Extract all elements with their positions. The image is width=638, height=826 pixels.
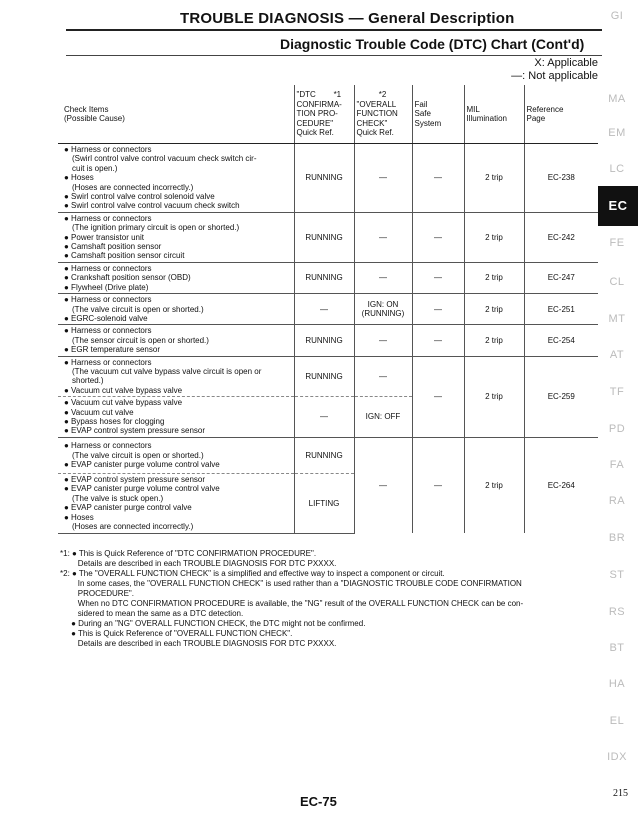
side-tab-bt[interactable]: BT	[609, 642, 625, 654]
header-fail-safe: Fail Safe System	[412, 85, 464, 144]
side-tab-cl[interactable]: CL	[609, 276, 625, 288]
side-tab-ha[interactable]: HA	[608, 678, 626, 690]
footnote-line: ● During an "NG" OVERALL FUNCTION CHECK, the DTC might not be confirmed.	[60, 619, 366, 628]
footnotes	[60, 549, 605, 649]
check-items-cell: ● Vacuum cut valve bypass valve ● Vacuum cut valve ● Bypass hoses for clogging ● EVAP control system pressure sensor	[58, 397, 294, 438]
overall-check-cell: —	[354, 212, 412, 262]
page-subtitle: Diagnostic Trouble Code (DTC) Chart (Cont'd)	[280, 36, 585, 52]
check-items-cell: ● Harness or connectors (Swirl control valve control vacuum check switch cir- cuit is open.) ● Hoses (Hoses are connected incorrectly.) ● Swirl control valve control solenoid valve ● Swirl control valve control vacuum check switch	[64, 145, 257, 211]
side-tab-ra[interactable]: RA	[608, 495, 626, 507]
overall-check-cell: —	[354, 262, 412, 293]
reference-page-cell: EC-259	[524, 356, 598, 437]
footnote-line: *1: ● This is Quick Reference of "DTC CONFIRMATION PROCEDURE".	[60, 549, 317, 558]
subtitle-rule	[66, 55, 602, 56]
footnote-line: sidered to mean the same as a DTC detection.	[60, 609, 244, 618]
header-check-items: Check Items (Possible Cause)	[58, 85, 294, 144]
footnote-line: Details are described in each TROUBLE DIAGNOSIS FOR DTC PXXXX.	[60, 639, 337, 648]
side-tab-ma[interactable]: MA	[608, 93, 626, 105]
reference-page-cell: EC-247	[524, 262, 598, 293]
check-items-cell: ● Harness or connectors (The ignition primary circuit is open or shorted.) ● Power transistor unit ● Camshaft position sensor ● Camshaft position sensor circuit	[58, 212, 294, 262]
side-tab-tf[interactable]: TF	[609, 386, 625, 398]
header-overall-function-check: *2 "OVERALL FUNCTION CHECK" Quick Ref.	[354, 85, 412, 144]
table-row	[58, 294, 598, 325]
header-mil-illumination: MIL Illumination	[464, 85, 524, 144]
page-code: EC-75	[300, 794, 337, 809]
side-tab-em[interactable]: EM	[608, 127, 626, 139]
footnote-line: *2: ● The "OVERALL FUNCTION CHECK" is a simplified and effective way to inspect a component or circuit.	[60, 569, 445, 578]
mil-cell: 2 trip	[464, 356, 524, 437]
mil-cell: 2 trip	[464, 437, 524, 533]
title-rule	[66, 29, 602, 31]
header-dtc-confirmation: "DTC *1 CONFIRMA- TION PRO- CEDURE" Quick Ref.	[294, 85, 354, 144]
footnote-line: PROCEDURE".	[60, 589, 134, 598]
fail-safe-cell: —	[412, 294, 464, 325]
mil-cell: 2 trip	[464, 325, 524, 356]
dtc-procedure-cell: RUNNING	[294, 437, 354, 473]
mil-cell: 2 trip	[464, 212, 524, 262]
reference-page-cell: EC-251	[524, 294, 598, 325]
side-tab-lc[interactable]: LC	[609, 163, 625, 175]
dtc-procedure-cell: RUNNING	[294, 144, 354, 213]
fail-safe-cell: —	[412, 437, 464, 533]
side-tab-br[interactable]: BR	[608, 532, 626, 544]
page-title: TROUBLE DIAGNOSIS — General Description	[180, 10, 515, 27]
overall-check-cell: IGN: OFF	[354, 397, 412, 438]
side-tab-pd[interactable]: PD	[608, 423, 626, 435]
overall-check-cell: —	[354, 144, 412, 213]
table-row	[58, 325, 598, 356]
dtc-procedure-cell: —	[294, 397, 354, 438]
table-row	[58, 437, 598, 473]
check-items-cell: ● EVAP control system pressure sensor ● EVAP canister purge volume control valve (The valve is stuck open.) ● EVAP canister purge control valve ● Hoses (Hoses are connected incorrectly.)	[58, 473, 294, 533]
fail-safe-cell: —	[412, 356, 464, 437]
reference-page-cell: EC-238	[524, 144, 598, 213]
overall-check-cell: IGN: ON (RUNNING)	[354, 294, 412, 325]
overall-check-cell: —	[354, 325, 412, 356]
footnote-line: ● This is Quick Reference of "OVERALL FUNCTION CHECK".	[60, 629, 293, 638]
dtc-procedure-cell: RUNNING	[294, 356, 354, 397]
fail-safe-cell: —	[412, 144, 464, 213]
overall-check-cell: —	[354, 437, 412, 533]
footnote-line: In some cases, the "OVERALL FUNCTION CHECK" is used rather than a "DIAGNOSTIC TROUBLE CODE CONFIRMATION	[60, 579, 522, 588]
side-tab-idx[interactable]: IDX	[607, 751, 627, 763]
reference-page-cell: EC-242	[524, 212, 598, 262]
footnote-line: Details are described in each TROUBLE DIAGNOSIS FOR DTC PXXXX.	[60, 559, 337, 568]
table-row	[58, 144, 598, 213]
table-row	[58, 262, 598, 293]
dtc-procedure-cell: RUNNING	[294, 212, 354, 262]
reference-page-cell: EC-254	[524, 325, 598, 356]
check-items-cell: ● Harness or connectors ● Crankshaft position sensor (OBD) ● Flywheel (Drive plate)	[58, 262, 294, 293]
table-header-row	[58, 85, 598, 144]
check-items-cell: ● Harness or connectors (The vacuum cut valve bypass valve circuit is open or shorted.) ● Vacuum cut valve bypass valve	[58, 356, 294, 397]
dtc-procedure-cell: LIFTING	[294, 473, 354, 533]
dtc-chart-table	[58, 85, 598, 534]
mil-cell: 2 trip	[464, 262, 524, 293]
reference-page-cell: EC-264	[524, 437, 598, 533]
side-tab-st[interactable]: ST	[609, 569, 625, 581]
dtc-procedure-cell: RUNNING	[294, 262, 354, 293]
side-tab-mt[interactable]: MT	[608, 313, 626, 325]
fail-safe-cell: —	[412, 212, 464, 262]
page-number: 215	[613, 788, 628, 799]
check-items-cell: ● Harness or connectors (The sensor circuit is open or shorted.) ● EGR temperature sensor	[58, 325, 294, 356]
side-tab-el[interactable]: EL	[609, 715, 625, 727]
side-tab-fa[interactable]: FA	[609, 459, 625, 471]
legend-not-applicable: —: Not applicable	[511, 70, 598, 82]
header-reference-page: Reference Page	[524, 85, 598, 144]
legend-applicable: X: Applicable	[534, 57, 598, 69]
side-tab-gi[interactable]: GI	[610, 10, 624, 22]
side-tab-ec-active[interactable]: EC	[598, 186, 638, 226]
fail-safe-cell: —	[412, 262, 464, 293]
table-row	[58, 212, 598, 262]
dtc-procedure-cell: RUNNING	[294, 325, 354, 356]
overall-check-cell: —	[354, 356, 412, 397]
mil-cell: 2 trip	[464, 294, 524, 325]
dtc-procedure-cell: —	[294, 294, 354, 325]
side-tab-fe[interactable]: FE	[609, 237, 625, 249]
footnote-line: When no DTC CONFIRMATION PROCEDURE is available, the "NG" result of the OVERALL FUNCTION CHECK can be con-	[60, 599, 524, 608]
fail-safe-cell: —	[412, 325, 464, 356]
side-tab-at[interactable]: AT	[609, 349, 625, 361]
check-items-cell: ● Harness or connectors (The valve circuit is open or shorted.) ● EGRC-solenoid valve	[58, 294, 294, 325]
mil-cell: 2 trip	[464, 144, 524, 213]
check-items-cell: ● Harness or connectors (The valve circuit is open or shorted.) ● EVAP canister purge volume control valve	[58, 437, 294, 473]
table-row	[58, 356, 598, 397]
side-tab-rs[interactable]: RS	[608, 606, 626, 618]
